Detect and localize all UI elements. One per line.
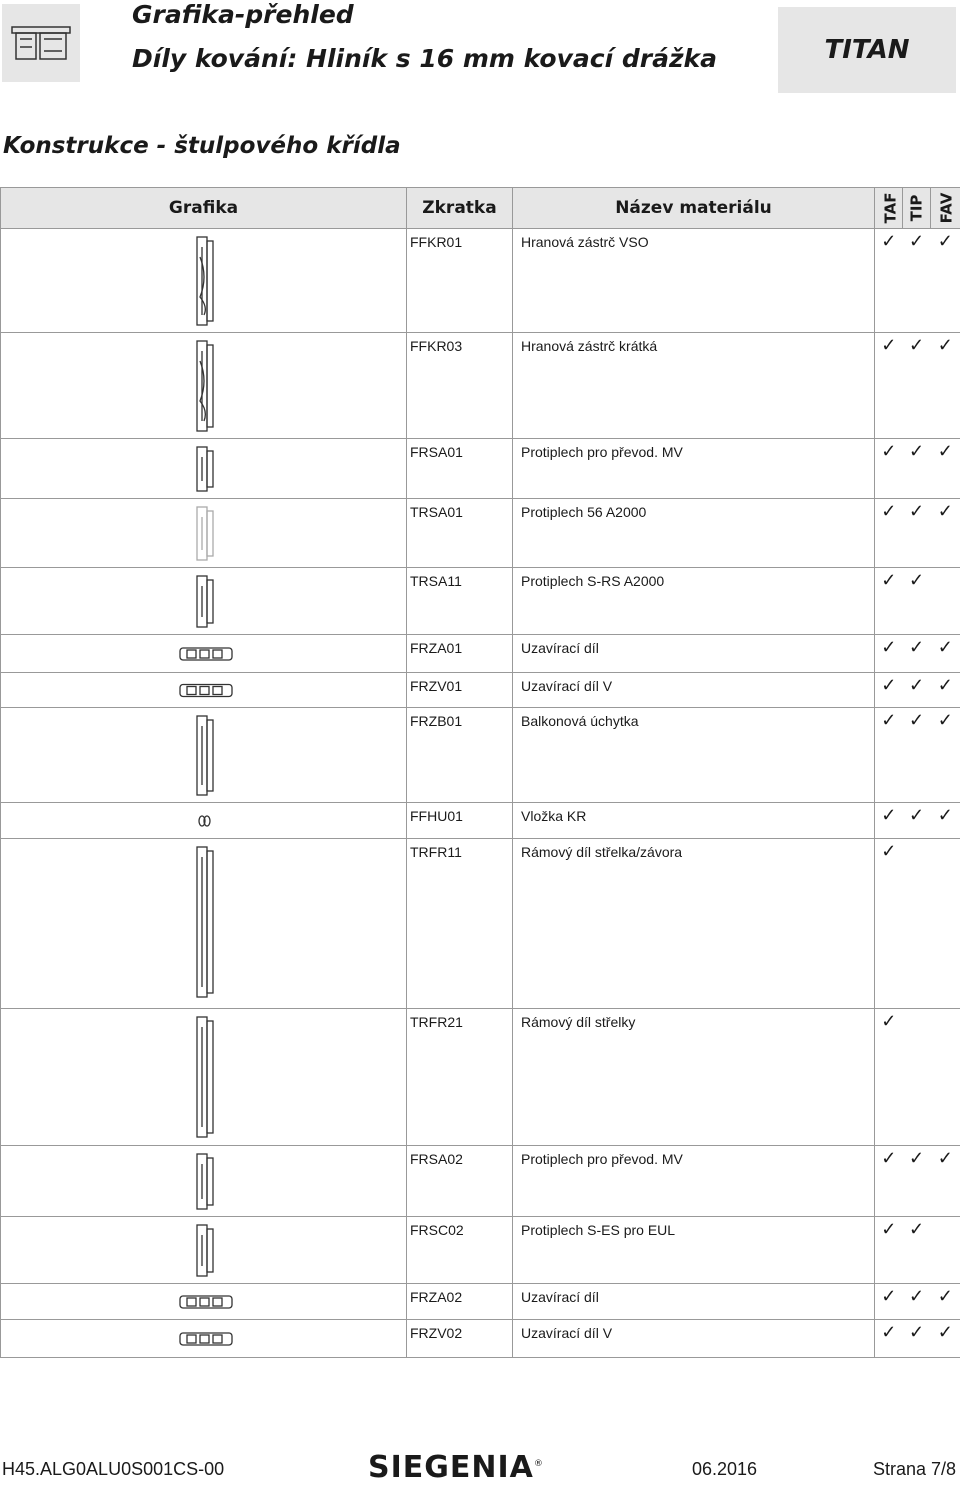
locking-part-v-icon: [1, 673, 407, 708]
part-name: Uzavírací díl: [513, 1284, 875, 1320]
keeper-block-icon: [1, 568, 407, 635]
check-taf: ✓: [875, 229, 903, 333]
check-tip: ✓: [903, 1284, 931, 1320]
check-fav: [931, 1009, 960, 1146]
check-fav: ✓: [931, 1320, 960, 1358]
part-code: FRZV02: [407, 1320, 513, 1358]
check-tip: ✓: [903, 333, 931, 439]
part-code: FRZA01: [407, 635, 513, 673]
keeper-icon: [1, 439, 407, 499]
part-name: Protiplech 56 A2000: [513, 499, 875, 568]
brand-box: TITAN: [778, 7, 956, 93]
check-tip: ✓: [903, 1320, 931, 1358]
part-code: FRZB01: [407, 708, 513, 803]
check-fav: ✓: [931, 499, 960, 568]
check-fav: ✓: [931, 1146, 960, 1217]
table-row: [1, 1320, 960, 1358]
table-row: [1, 333, 960, 439]
check-fav: ✓: [931, 673, 960, 708]
check-fav: ✓: [931, 803, 960, 839]
check-taf: ✓: [875, 803, 903, 839]
locking-part-icon: [1, 635, 407, 673]
part-name: Rámový díl střelka/závora: [513, 839, 875, 1009]
header-title-line1: Grafika-přehled: [132, 0, 354, 29]
grafika-cell: [1, 333, 407, 439]
grafika-cell: [1, 1009, 407, 1146]
keeper-eul-icon: [1, 1217, 407, 1284]
header-title-line2: Díly kování: Hliník s 16 mm kovací drážka: [132, 44, 717, 73]
table-row: [1, 1284, 960, 1320]
grafika-cell: [1, 635, 407, 673]
check-tip: ✓: [903, 803, 931, 839]
table-row: [1, 499, 960, 568]
table-row: [1, 568, 960, 635]
part-code: FRZA02: [407, 1284, 513, 1320]
header-nazev: Název materiálu: [513, 188, 875, 229]
check-fav: [931, 568, 960, 635]
table-row: [1, 635, 960, 673]
check-taf: ✓: [875, 1284, 903, 1320]
check-fav: [931, 1217, 960, 1284]
check-fav: [931, 839, 960, 1009]
edge-bolt-short-icon: [1, 333, 407, 439]
check-taf: ✓: [875, 635, 903, 673]
part-code: FRZV01: [407, 673, 513, 708]
table-row: [1, 1217, 960, 1284]
check-tip: ✓: [903, 568, 931, 635]
part-name: Uzavírací díl: [513, 635, 875, 673]
check-tip: ✓: [903, 439, 931, 499]
check-tip: ✓: [903, 1146, 931, 1217]
footer-doc-code: H45.ALG0ALU0S001CS-00: [2, 1459, 225, 1479]
siegenia-logo: SIEGENIA®: [368, 1450, 544, 1485]
table-row: [1, 803, 960, 839]
grafika-cell: [1, 499, 407, 568]
check-fav: ✓: [931, 635, 960, 673]
keeper-outline-icon: [1, 499, 407, 568]
header-fav: FAV: [931, 188, 960, 229]
grafika-cell: [1, 1217, 407, 1284]
part-name: Protiplech pro převod. MV: [513, 439, 875, 499]
table-row: [1, 229, 960, 333]
part-code: FFHU01: [407, 803, 513, 839]
grafika-cell: [1, 839, 407, 1009]
part-name: Balkonová úchytka: [513, 708, 875, 803]
check-taf: ✓: [875, 673, 903, 708]
part-name: Rámový díl střelky: [513, 1009, 875, 1146]
balcony-catch-icon: [1, 708, 407, 803]
part-code: FFKR03: [407, 333, 513, 439]
part-name: Uzavírací díl V: [513, 673, 875, 708]
table-row: [1, 839, 960, 1009]
page-header-title: [132, 0, 717, 74]
part-code: FRSA02: [407, 1146, 513, 1217]
table-row: [1, 1146, 960, 1217]
part-name: Protiplech pro převod. MV: [513, 1146, 875, 1217]
footer-date: 06.2016: [692, 1459, 758, 1479]
check-tip: ✓: [903, 673, 931, 708]
check-tip: [903, 1009, 931, 1146]
check-fav: ✓: [931, 708, 960, 803]
grafika-cell: [1, 439, 407, 499]
table-row: [1, 673, 960, 708]
part-code: TRFR21: [407, 1009, 513, 1146]
check-fav: ✓: [931, 229, 960, 333]
check-taf: ✓: [875, 1320, 903, 1358]
header-zkratka: Zkratka: [407, 188, 513, 229]
part-name: Uzavírací díl V: [513, 1320, 875, 1358]
check-fav: ✓: [931, 333, 960, 439]
grafika-cell: [1, 568, 407, 635]
insert-icon: [1, 803, 407, 839]
check-taf: ✓: [875, 568, 903, 635]
part-name: Hranová zástrč VSO: [513, 229, 875, 333]
parts-table: [0, 187, 960, 1358]
keeper-curved-icon: [1, 1146, 407, 1217]
check-taf: ✓: [875, 439, 903, 499]
window-profile-icon: [10, 23, 72, 63]
part-code: FFKR01: [407, 229, 513, 333]
section-title: Konstrukce - štulpového křídla: [3, 133, 401, 159]
check-taf: ✓: [875, 839, 903, 1009]
check-tip: ✓: [903, 1217, 931, 1284]
grafika-cell: [1, 708, 407, 803]
check-taf: ✓: [875, 1217, 903, 1284]
check-tip: ✓: [903, 499, 931, 568]
header-tip: TIP: [903, 188, 931, 229]
grafika-cell: [1, 1146, 407, 1217]
table-row: [1, 708, 960, 803]
check-fav: ✓: [931, 439, 960, 499]
table-row: [1, 1009, 960, 1146]
header-logo-box: [2, 4, 80, 82]
part-code: TRSA01: [407, 499, 513, 568]
edge-bolt-long-icon: [1, 229, 407, 333]
locking-part-v2-icon: [1, 1320, 407, 1358]
header-taf: TAF: [875, 188, 903, 229]
grafika-cell: [1, 803, 407, 839]
check-taf: ✓: [875, 1146, 903, 1217]
check-tip: ✓: [903, 708, 931, 803]
check-taf: ✓: [875, 499, 903, 568]
table-row: [1, 439, 960, 499]
check-taf: ✓: [875, 1009, 903, 1146]
grafika-cell: [1, 1284, 407, 1320]
part-code: FRSC02: [407, 1217, 513, 1284]
table-header-row: [1, 188, 960, 229]
part-name: Hranová zástrč krátká: [513, 333, 875, 439]
part-name: Vložka KR: [513, 803, 875, 839]
check-tip: ✓: [903, 229, 931, 333]
part-code: TRFR11: [407, 839, 513, 1009]
header-grafika: Grafika: [1, 188, 407, 229]
check-tip: ✓: [903, 635, 931, 673]
check-taf: ✓: [875, 708, 903, 803]
part-name: Protiplech S-RS A2000: [513, 568, 875, 635]
grafika-cell: [1, 1320, 407, 1358]
part-code: FRSA01: [407, 439, 513, 499]
grafika-cell: [1, 229, 407, 333]
check-taf: ✓: [875, 333, 903, 439]
frame-part-latch-icon: [1, 1009, 407, 1146]
check-tip: [903, 839, 931, 1009]
grafika-cell: [1, 673, 407, 708]
footer-page-number: Strana 7/8: [872, 1459, 956, 1479]
frame-part-latch-bolt-icon: [1, 839, 407, 1009]
check-fav: ✓: [931, 1284, 960, 1320]
locking-part-2-icon: [1, 1284, 407, 1320]
part-code: TRSA11: [407, 568, 513, 635]
part-name: Protiplech S-ES pro EUL: [513, 1217, 875, 1284]
